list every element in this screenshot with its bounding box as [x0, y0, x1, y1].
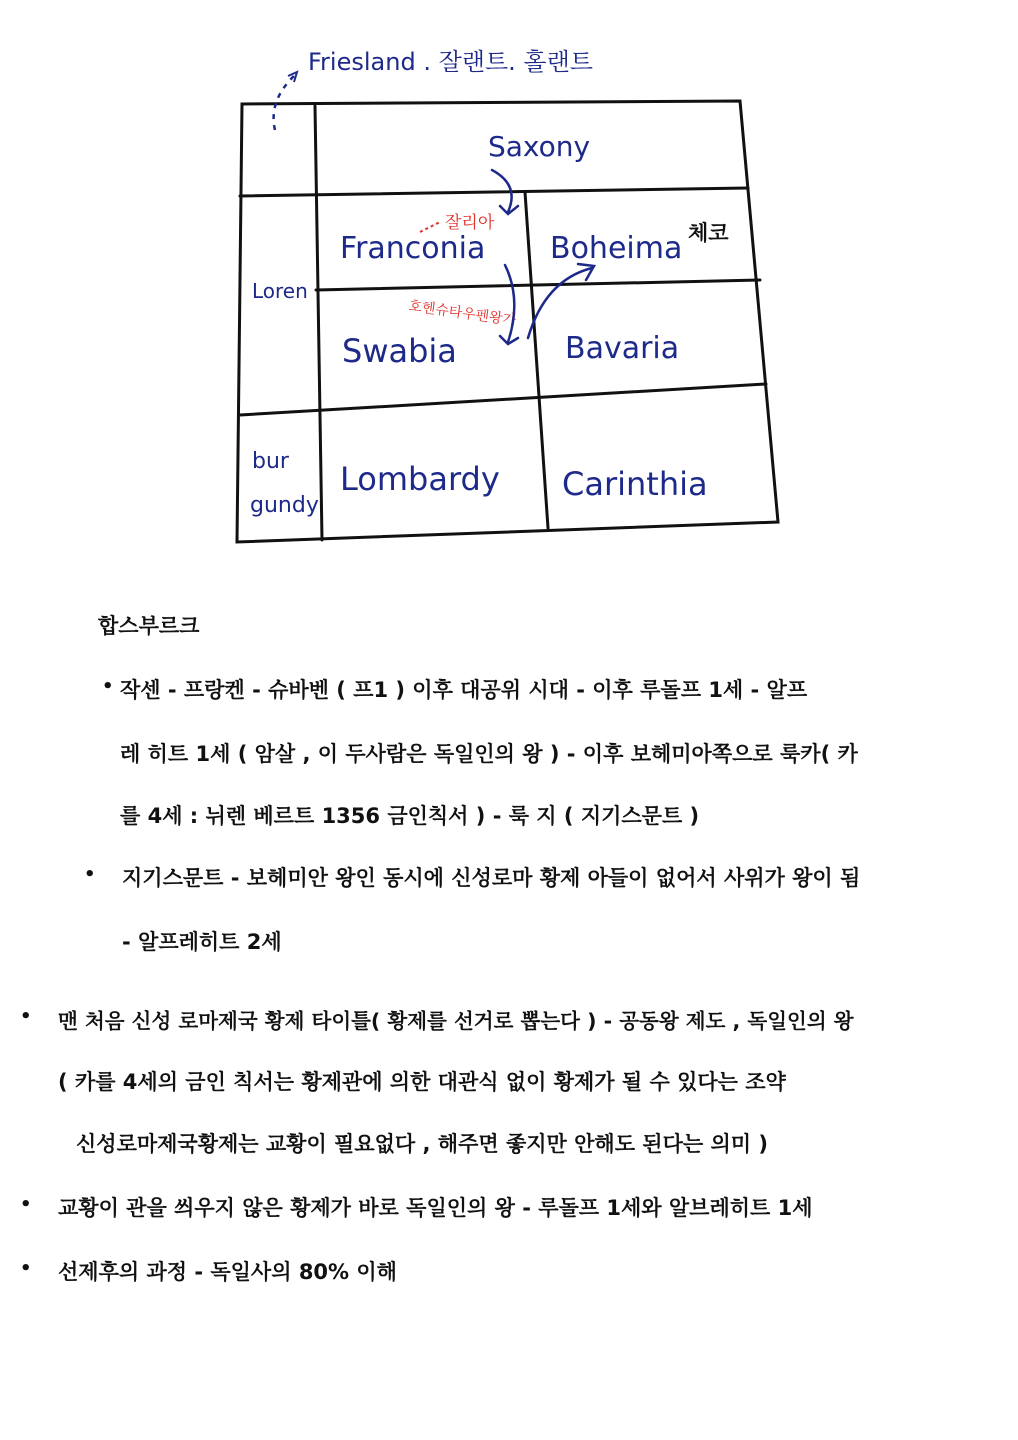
bullet1-line3: 신성로마제국황제는 교황이 필요없다 , 해주면 좋지만 안해도 된다는 의미 ) [76, 1132, 768, 1156]
para2-line1: 지기스문트 - 보헤미안 왕인 동시에 신성로마 황제 아들이 없어서 사위가 왕이 됨 [122, 866, 861, 890]
region-lombardy: Lombardy [340, 460, 500, 498]
region-saxony: Saxony [488, 130, 591, 163]
para2-line2: - 알프레히트 2세 [122, 930, 282, 954]
para1-line1: 작센 - 프랑켄 - 슈바벤 ( 프1 ) 이후 대공위 시대 - 이후 루돌프 1세 - 알프 [120, 678, 808, 702]
region-burgundy-line2: gundy [250, 493, 319, 518]
czech-label: 체코 [688, 221, 729, 245]
salier-note: 잘리아 [445, 213, 495, 233]
region-boheima: Boheima [550, 231, 683, 266]
bullet-icon: • [84, 864, 96, 885]
region-carinthia: Carinthia [562, 465, 708, 503]
region-franconia: Franconia [340, 231, 486, 266]
bullet3: 선제후의 과정 - 독일사의 80% 이해 [58, 1260, 397, 1284]
region-map-diagram [0, 0, 1018, 560]
para1-line2: 레 히트 1세 ( 암살 , 이 두사람은 독일인의 왕 ) - 이후 보헤미아쪽으로 룩카( 카 [120, 742, 858, 766]
bullet-icon: • [20, 1194, 32, 1215]
para1-line3: 를 4세 : 뉘렌 베르트 1356 금인칙서 ) - 룩 지 ( 지기스문트 ) [120, 804, 700, 828]
friesland-note: Friesland . 잘랜트. 홀랜트 [308, 48, 593, 76]
bullet1-line2: ( 카를 4세의 금인 칙서는 황제관에 의한 대관식 없이 황제가 될 수 있다는 조약 [58, 1070, 786, 1094]
region-swabia: Swabia [342, 332, 457, 370]
friesland-arrow-icon [274, 74, 296, 130]
bullet2: 교황이 관을 씌우지 않은 황제가 바로 독일인의 왕 - 루돌프 1세와 알브레히트 1세 [58, 1196, 813, 1220]
bullet-icon: • [102, 676, 114, 697]
bullet1-line1: 맨 처음 신성 로마제국 황제 타이틀( 황제를 선거로 뽑는다 ) - 공동왕 제도 , 독일인의 왕 [58, 1009, 854, 1033]
region-burgundy-line1: bur [252, 449, 289, 474]
region-bavaria: Bavaria [565, 331, 680, 366]
region-loren: Loren [252, 279, 308, 303]
notes-heading: 합스부르크 [98, 614, 200, 638]
bullet-icon: • [20, 1006, 32, 1027]
hohenstaufen-note: 호헨슈타우펜왕가 [407, 298, 517, 330]
bullet-icon: • [20, 1258, 32, 1279]
